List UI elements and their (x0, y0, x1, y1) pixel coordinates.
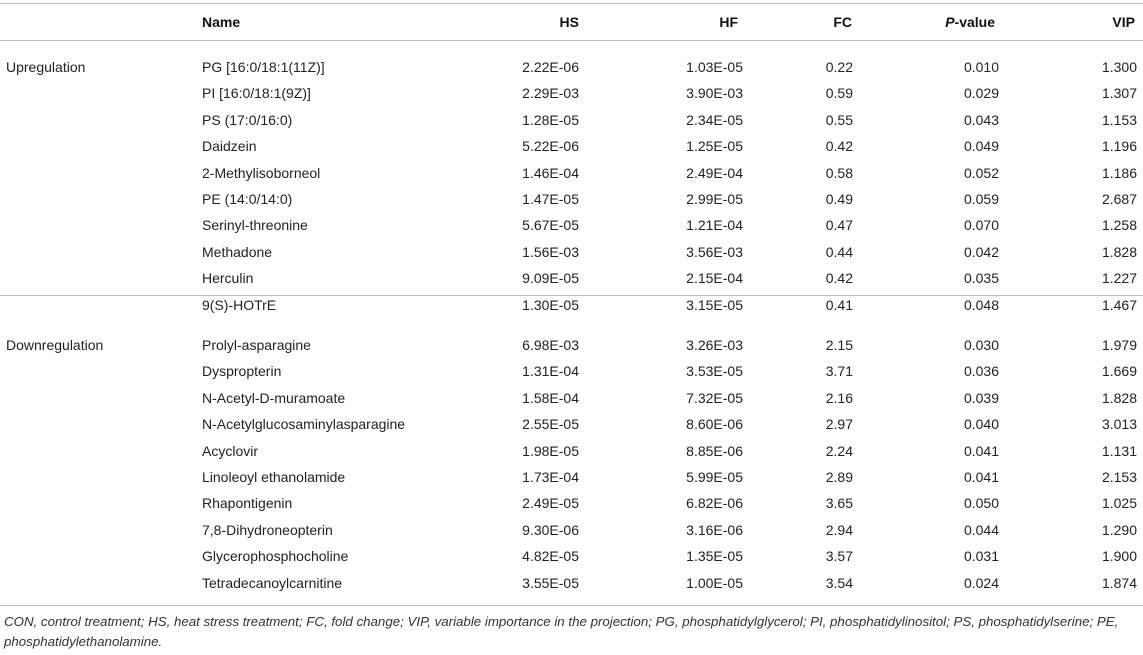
cell-name: 2-Methylisoborneol (202, 164, 321, 181)
cell-name: Acyclovir (202, 442, 259, 459)
cell-hs: 1.47E-05 (522, 191, 579, 207)
cell-hf: 7.32E-05 (686, 389, 743, 406)
table-row (0, 162, 1143, 184)
cell-hf: 2.34E-05 (686, 111, 743, 128)
table-row (0, 56, 1143, 78)
cell-name: Rhapontigenin (202, 495, 293, 512)
cell-fc: 0.49 (825, 191, 853, 207)
header-vip: VIP (1112, 14, 1135, 30)
cell-hf: 8.60E-06 (686, 416, 743, 433)
cell-fc: 2.97 (825, 416, 853, 433)
table-row (0, 188, 1143, 210)
table-row (0, 466, 1143, 488)
cell-fc: 0.59 (825, 85, 853, 102)
cell-vip: 2.687 (1101, 191, 1137, 207)
cell-p: 0.035 (963, 270, 999, 287)
cell-p: 0.070 (963, 217, 999, 234)
cell-fc: 0.41 (825, 296, 853, 313)
cell-name: Herculin (202, 270, 254, 287)
cell-vip: 1.227 (1101, 270, 1137, 287)
table-row (0, 109, 1143, 131)
cell-hf: 8.85E-06 (686, 442, 743, 459)
cell-vip: 1.131 (1101, 442, 1137, 459)
table-bottom-rule (0, 605, 1143, 606)
cell-p: 0.010 (963, 59, 999, 75)
cell-vip: 1.300 (1101, 59, 1137, 75)
cell-hs: 4.82E-05 (522, 548, 579, 565)
cell-hs: 1.98E-05 (522, 442, 579, 459)
cell-hf: 2.49E-04 (686, 164, 743, 181)
cell-hs: 1.58E-04 (522, 389, 579, 406)
header-fc: FC (833, 14, 852, 30)
cell-p: 0.043 (963, 111, 999, 128)
cell-fc: 2.16 (825, 389, 853, 406)
group-separator-rule (0, 295, 1143, 296)
cell-name: Tetradecanoylcarnitine (202, 574, 343, 591)
cell-p: 0.049 (963, 138, 999, 155)
cell-vip: 1.467 (1101, 296, 1137, 313)
cell-hf: 3.53E-05 (686, 363, 743, 380)
cell-hf: 3.90E-03 (686, 85, 743, 102)
cell-vip: 1.258 (1101, 217, 1137, 234)
cell-hs: 1.30E-05 (522, 296, 579, 313)
cell-hs: 2.29E-03 (522, 85, 579, 102)
cell-hs: 6.98E-03 (522, 337, 579, 353)
cell-fc: 3.71 (825, 363, 853, 380)
cell-hf: 2.15E-04 (686, 270, 743, 287)
table-row (0, 440, 1143, 462)
cell-hs: 1.28E-05 (522, 111, 579, 128)
cell-vip: 1.669 (1101, 363, 1137, 380)
cell-name: Linoleoyl ethanolamide (202, 469, 346, 485)
cell-hf: 1.35E-05 (686, 548, 743, 565)
cell-fc: 0.58 (825, 164, 853, 181)
cell-p: 0.040 (963, 416, 999, 433)
cell-name: N-Acetyl-D-muramoate (202, 389, 346, 406)
header-hf: HF (719, 14, 738, 30)
cell-name: PI [16:0/18:1(9Z)] (202, 85, 311, 102)
cell-p: 0.041 (963, 469, 999, 485)
cell-fc: 0.22 (825, 59, 853, 75)
table-row (0, 135, 1143, 157)
cell-hf: 3.16E-06 (686, 521, 743, 538)
table-row (0, 545, 1143, 567)
cell-name: PE (14:0/14:0) (202, 191, 293, 207)
cell-p: 0.029 (963, 85, 999, 102)
header-p-value (945, 11, 995, 33)
header-p-suffix: -value (954, 14, 995, 30)
cell-name: Dyspropterin (202, 363, 282, 380)
cell-hs: 1.73E-04 (522, 469, 579, 485)
cell-p: 0.039 (963, 389, 999, 406)
cell-fc: 0.47 (825, 217, 853, 234)
cell-hf: 5.99E-05 (686, 469, 743, 485)
cell-hf: 3.15E-05 (686, 296, 743, 313)
cell-fc: 2.94 (825, 521, 853, 538)
header-p-letter: P (945, 14, 955, 30)
table-row (0, 241, 1143, 263)
cell-vip: 3.013 (1101, 416, 1137, 433)
group-label: Upregulation (6, 59, 86, 75)
cell-hf: 2.99E-05 (686, 191, 743, 207)
cell-p: 0.050 (963, 495, 999, 512)
cell-name: PS (17:0/16:0) (202, 111, 293, 128)
cell-vip: 1.828 (1101, 243, 1137, 260)
cell-hs: 1.46E-04 (522, 164, 579, 181)
table-header (0, 11, 1143, 33)
cell-hs: 3.55E-05 (522, 574, 579, 591)
cell-name: 7,8-Dihydroneopterin (202, 521, 333, 538)
cell-hs: 5.22E-06 (522, 138, 579, 155)
cell-name: N-Acetylglucosaminylasparagine (202, 416, 406, 433)
cell-hs: 1.56E-03 (522, 243, 579, 260)
cell-name: Glycerophosphocholine (202, 548, 349, 565)
cell-name: Serinyl-threonine (202, 217, 308, 234)
cell-fc: 3.65 (825, 495, 853, 512)
cell-hf: 6.82E-06 (686, 495, 743, 512)
cell-hs: 1.31E-04 (522, 363, 579, 380)
cell-p: 0.042 (963, 243, 999, 260)
cell-vip: 1.196 (1101, 138, 1137, 155)
cell-name: 9(S)-HOTrE (202, 296, 277, 313)
cell-name: Methadone (202, 243, 273, 260)
cell-hs: 2.49E-05 (522, 495, 579, 512)
cell-vip: 1.874 (1101, 574, 1137, 591)
cell-p: 0.059 (963, 191, 999, 207)
cell-vip: 1.025 (1101, 495, 1137, 512)
cell-hf: 1.03E-05 (686, 59, 743, 75)
cell-hs: 2.55E-05 (522, 416, 579, 433)
table-row (0, 519, 1143, 541)
cell-fc: 3.54 (825, 574, 853, 591)
cell-hs: 9.30E-06 (522, 521, 579, 538)
table-row (0, 214, 1143, 236)
cell-fc: 0.44 (825, 243, 853, 260)
cell-p: 0.041 (963, 442, 999, 459)
cell-hs: 9.09E-05 (522, 270, 579, 287)
header-rule (0, 40, 1143, 41)
cell-fc: 2.89 (825, 469, 853, 485)
cell-vip: 1.828 (1101, 389, 1137, 406)
table-row (0, 267, 1143, 289)
cell-vip: 1.290 (1101, 521, 1137, 538)
cell-fc: 0.42 (825, 270, 853, 287)
cell-hf: 3.56E-03 (686, 243, 743, 260)
cell-fc: 2.15 (825, 337, 853, 353)
cell-p: 0.044 (963, 521, 999, 538)
cell-vip: 1.153 (1101, 111, 1137, 128)
cell-vip: 1.900 (1101, 548, 1137, 565)
header-hs: HS (559, 14, 579, 30)
cell-hf: 1.25E-05 (686, 138, 743, 155)
cell-fc: 2.24 (825, 442, 853, 459)
cell-hf: 1.00E-05 (686, 574, 743, 591)
cell-hf: 1.21E-04 (686, 217, 743, 234)
cell-vip: 2.153 (1101, 469, 1137, 485)
table-row (0, 413, 1143, 435)
cell-name: Daidzein (202, 138, 257, 155)
cell-p: 0.031 (963, 548, 999, 565)
table-row (0, 387, 1143, 409)
cell-vip: 1.307 (1101, 85, 1137, 102)
cell-fc: 0.55 (825, 111, 853, 128)
table-row (0, 294, 1143, 316)
table-row (0, 334, 1143, 356)
table-row (0, 82, 1143, 104)
cell-name: PG [16:0/18:1(11Z)] (202, 59, 325, 75)
cell-hs: 5.67E-05 (522, 217, 579, 234)
cell-hs: 2.22E-06 (522, 59, 579, 75)
cell-p: 0.048 (963, 296, 999, 313)
table-footnote: CON, control treatment; HS, heat stress treatment; FC, fold change; VIP, variable importance in the projection; PG, phosphatidylglycerol; PI, phosphatidylinositol; PS, phosphatidylserine; PE, phosphatidylethanolamine. (4, 614, 1119, 649)
cell-vip: 1.186 (1101, 164, 1137, 181)
cell-p: 0.030 (963, 337, 999, 353)
table-top-rule (0, 3, 1143, 4)
cell-p: 0.024 (963, 574, 999, 591)
group-label: Downregulation (6, 337, 104, 353)
cell-p: 0.036 (963, 363, 999, 380)
cell-vip: 1.979 (1101, 337, 1137, 353)
table-row (0, 572, 1143, 594)
cell-fc: 0.42 (825, 138, 853, 155)
cell-name: Prolyl-asparagine (202, 337, 311, 353)
cell-hf: 3.26E-03 (686, 337, 743, 353)
cell-p: 0.052 (963, 164, 999, 181)
cell-fc: 3.57 (825, 548, 853, 565)
table-row (0, 492, 1143, 514)
header-name: Name (202, 14, 241, 30)
table-row (0, 360, 1143, 382)
